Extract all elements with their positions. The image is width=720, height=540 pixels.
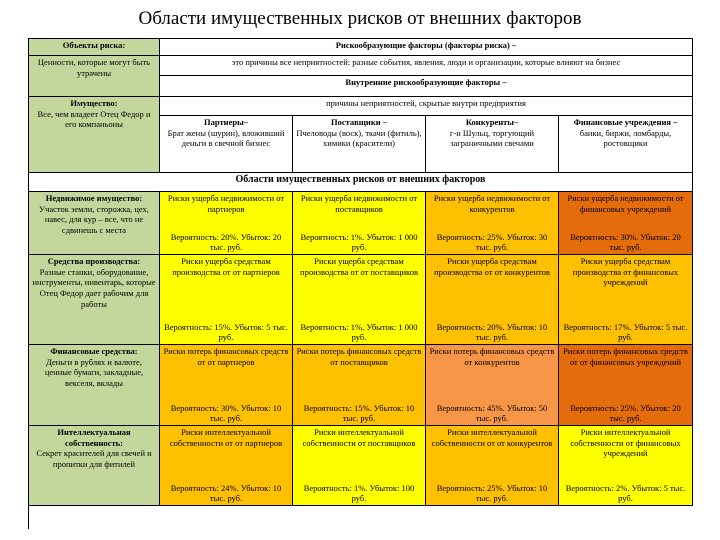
row-desc: Разные станки, оборудование, инструменты, инвентарь, которые Отец Федор дает рабочим для работы [32, 266, 156, 309]
risk-cell [293, 426, 426, 506]
risk-text: Риски ущерба средствам производства от от конкурентов [434, 256, 550, 277]
risk-stats: Вероятность: 15%. Убыток: 5 тыс. руб. [164, 321, 288, 343]
row-label-production [29, 255, 160, 345]
risk-stats: Вероятность: 25%. Убыток: 20 тыс. руб. [570, 402, 681, 424]
property-desc: Все, чем владеет Отец Федор и его компаньоны [37, 108, 151, 130]
risk-text: Риски потерь финансовых средств от от финансовых учреждений [563, 346, 688, 367]
risk-cell [559, 345, 693, 426]
factor-suppliers [293, 116, 426, 173]
row-label: Финансовые средства: [50, 346, 138, 356]
factor-partners [160, 116, 293, 173]
risk-cell [559, 255, 693, 345]
risk-text: Риски интеллектуальной собственности от финансовых учреждений [570, 427, 681, 459]
objects-label: Объекты риска: [29, 39, 160, 56]
risk-text: Риски интеллектуальной собственности от от партнеров [169, 427, 283, 448]
risk-stats: Вероятность: 1%. Убыток: 1 000 руб. [300, 321, 418, 343]
risk-cell [426, 192, 559, 255]
risk-stats: Вероятность: 24%. Убыток: 10 тыс. руб. [170, 482, 282, 504]
row-label: Недвижимое имущество: [45, 193, 143, 203]
row-desc: Секрет красителей для свечей и пропитки для фитилей [36, 448, 152, 469]
risk-text: Риски интеллектуальной собственности от поставщиков [302, 427, 416, 448]
row-label: Интеллектуальная собственность: [57, 427, 131, 448]
risk-text: Риски потерь финансовых средств от от партнеров [163, 346, 289, 367]
internal-factors-label: Внутренние рискообразующие факторы – [160, 76, 693, 97]
factor-name: Финансовые учреждения – [573, 117, 678, 127]
risk-text: Риски потерь финансовых средств от поставщиков [296, 346, 422, 367]
risk-cell [160, 192, 293, 255]
factor-desc: банки, биржи, ломбарды, ростовщики [579, 127, 672, 149]
risk-cell [160, 255, 293, 345]
risk-cell [293, 192, 426, 255]
risk-cell [559, 192, 693, 255]
risk-text: Риски ущерба средствам производства от финансовых учреждений [572, 256, 679, 288]
risk-text: Риски потерь финансовых средств от конкурентов [429, 346, 555, 367]
risk-text: Риски ущерба недвижимости от финансовых учреждений [567, 193, 684, 214]
risk-text: Риски интеллектуальной собственности от от конкурентов [431, 427, 553, 448]
risk-text: Риски ущерба недвижимости от партнеров [167, 193, 285, 214]
row-desc: Участок земли, сторожка, цех, навес, для кур – все, что не сдвинешь с места [39, 203, 149, 235]
row-label-real-estate [29, 192, 160, 255]
factor-name: Поставщики – [331, 117, 387, 127]
property-label: Имущество: [70, 98, 118, 108]
factor-competitors [426, 116, 559, 173]
risk-cell [160, 426, 293, 506]
row-label-finance [29, 345, 160, 426]
risk-cell [426, 426, 559, 506]
risk-stats: Вероятность: 1%. Убыток: 100 руб. [303, 482, 415, 504]
risk-stats: Вероятность: 17%. Убыток: 5 тыс. руб. [563, 321, 688, 343]
factors-desc: это причины все неприятностей: разные события, явления, люди и организации, которые влияют на бизнес [160, 56, 693, 76]
risk-cell [559, 426, 693, 506]
factor-desc: г-н Шульц, торгующий заграничными свечами [449, 127, 535, 149]
risk-stats: Вероятность: 1%. Убыток: 1 000 руб. [300, 231, 418, 253]
risk-stats: Вероятность: 25%. Убыток: 10 тыс. руб. [436, 482, 548, 504]
risk-stats: Вероятность: 2%. Убыток: 5 тыс. руб. [565, 482, 686, 504]
internal-factors-desc: причины неприятностей, скрытые внутри предприятия [160, 97, 693, 116]
risk-stats: Вероятность: 30%. Убыток: 20 тыс. руб. [570, 231, 681, 253]
risk-cell [293, 255, 426, 345]
objects-desc: Ценности, которые могут быть утрачены [29, 56, 160, 97]
row-label-ip [29, 426, 160, 506]
factor-desc: Брат жены (шурин), вложивший деньги в свечной бизнес [167, 127, 285, 149]
risk-stats: Вероятность: 45%. Убыток: 50 тыс. руб. [436, 402, 548, 424]
risk-stats: Вероятность: 20%. Убыток: 20 тыс. руб. [170, 231, 282, 253]
risk-table [28, 38, 693, 529]
risk-text: Риски ущерба средствам производства от от партнеров [172, 256, 280, 277]
page-title: Области имущественных рисков от внешних факторов [138, 8, 582, 29]
row-label: Средства производства: [47, 256, 141, 266]
risk-cell [426, 255, 559, 345]
risk-cell [426, 345, 559, 426]
risk-stats: Вероятность: 30%. Убыток: 10 тыс. руб. [170, 402, 282, 424]
risk-stats: Вероятность: 15%. Убыток: 10 тыс. руб. [303, 402, 415, 424]
factor-name: Партнеры– [204, 117, 248, 127]
factors-label: Рискообразующие факторы (факторы риска) – [160, 39, 693, 56]
risk-text: Риски ущерба недвижимости от поставщиков [300, 193, 418, 214]
factor-name: Конкуренты– [465, 117, 519, 127]
risk-stats: Вероятность: 20%. Убыток: 10 тыс. руб. [436, 321, 548, 343]
section-title: Области имущественных рисков от внешних факторов [29, 173, 693, 192]
risk-cell [293, 345, 426, 426]
factor-desc: Пчеловоды (воск), ткачи (фитиль), химики (красители) [296, 127, 422, 149]
risk-cell [160, 345, 293, 426]
factor-financial [559, 116, 693, 173]
property-cell [29, 97, 160, 173]
risk-text: Риски ущерба средствам производства от от поставщиков [300, 256, 418, 277]
row-desc: Деньги в рублях и валюте, ценные бумаги, закладные, векселя, вклады [44, 356, 144, 388]
risk-text: Риски ущерба недвижимости от конкурентов [433, 193, 551, 214]
risk-stats: Вероятность: 25%. Убыток: 30 тыс. руб. [436, 231, 548, 253]
